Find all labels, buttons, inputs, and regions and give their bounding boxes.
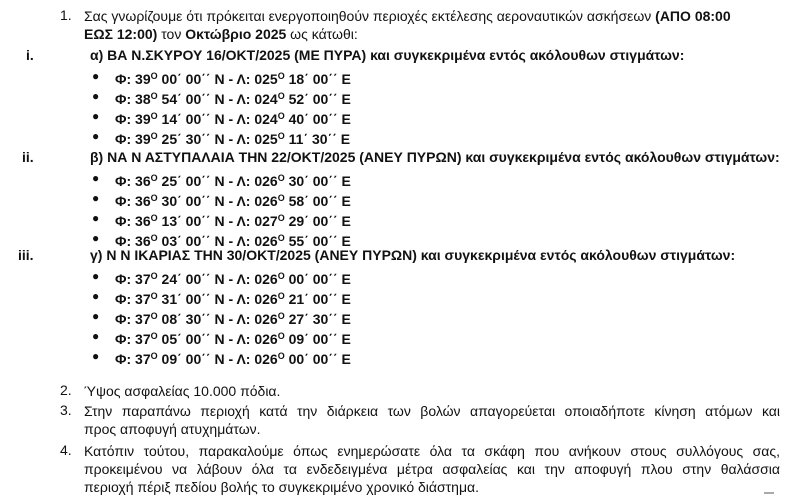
coordinate-point — [115, 87, 351, 108]
degree-mark: Ο — [277, 71, 285, 81]
bullet-icon: ● — [92, 69, 100, 83]
coordinate-point — [115, 267, 351, 288]
bullet-icon: ● — [92, 309, 100, 323]
bullet-icon: ● — [92, 171, 100, 185]
item-2-number: 2. — [60, 382, 72, 398]
latitude-degrees: Φ: 36 — [115, 213, 151, 229]
degree-mark: Ο — [150, 271, 158, 281]
item-4-line-3: περιοχή πέριξ πεδίου βολής το συγκεκριμένο χρονικό διάστημα. — [84, 479, 479, 495]
latitude-degrees: Φ: 36 — [115, 173, 151, 189]
item-1-text-a: Σας γνωρίζουμε ότι πρόκειται ενεργοποιηθούν περιοχές εκτέλεσης αεροναυτικών ασκήσεων — [84, 8, 656, 24]
latitude-minutes-longitude-degrees: 05΄ 00΄΄ Ν - Λ: 026 — [157, 331, 278, 347]
degree-mark: Ο — [277, 311, 285, 321]
latitude-minutes-longitude-degrees: 31΄ 00΄΄ Ν - Λ: 026 — [157, 291, 278, 307]
item-3-line-1: Στην παραπάνω περιοχή κατά την διάρκεια των βολών απαγορεύεται οποιαδήποτε κίνηση ατόμων και — [84, 403, 780, 419]
bullet-icon: ● — [92, 89, 100, 103]
area-roman-numeral: ii. — [22, 149, 34, 165]
longitude-minutes: 30΄ 00΄΄ Ε — [284, 173, 351, 189]
item-4-number: 4. — [60, 442, 72, 458]
latitude-degrees: Φ: 39 — [115, 111, 151, 127]
item-4-line-2: προκειμένου να λάβουν όλα τα ενδεδειγμένα μέτρα ασφαλείας και την αποφυγή πλου στην θαλάσσια — [84, 461, 780, 477]
area-roman-numeral: iii. — [18, 247, 34, 263]
bullet-icon: ● — [92, 231, 100, 245]
longitude-minutes: 58΄ 00΄΄ Ε — [284, 193, 351, 209]
degree-mark: Ο — [150, 291, 158, 301]
degree-mark: Ο — [277, 351, 285, 361]
item-3-line-2: προς αποφυγή ατυχημάτων. — [84, 421, 261, 437]
degree-mark: Ο — [277, 271, 285, 281]
latitude-degrees: Φ: 38 — [115, 91, 151, 107]
coordinate-point — [115, 67, 351, 88]
degree-mark: Ο — [150, 351, 158, 361]
latitude-minutes-longitude-degrees: 30΄ 00΄΄ Ν - Λ: 026 — [157, 193, 278, 209]
latitude-minutes-longitude-degrees: 25΄ 00΄΄ Ν - Λ: 026 — [157, 173, 278, 189]
latitude-degrees: Φ: 37 — [115, 291, 151, 307]
longitude-minutes: 18΄ 00΄΄ Ε — [284, 71, 351, 87]
coordinate-point — [115, 107, 351, 128]
coordinate-point — [115, 327, 351, 348]
degree-mark: Ο — [277, 91, 285, 101]
item-1-line-1 — [84, 7, 731, 25]
item-1-number: 1. — [60, 7, 72, 23]
longitude-minutes: 21΄ 00΄΄ Ε — [284, 291, 351, 307]
coordinate-point — [115, 347, 351, 368]
item-4-line-1: Κατόπιν τούτου, παρακαλούμε όπως ενημερώσατε όλα τα σκάφη που ανήκουν στους συλλόγους σας, — [84, 443, 780, 459]
area-title: γ) Ν Ν ΙΚΑΡΙΑΣ ΤΗΝ 30/ΟΚΤ/2025 (ΑΝΕΥ ΠΥΡΩΝ) και συγκεκριμένα εντός ακόλουθων στιγμάτων: — [90, 247, 736, 263]
degree-mark: Ο — [150, 91, 158, 101]
longitude-minutes: 27΄ 30΄΄ Ε — [284, 311, 351, 327]
latitude-degrees: Φ: 37 — [115, 351, 151, 367]
longitude-minutes: 11΄ 30΄΄ Ε — [284, 131, 351, 147]
bullet-icon: ● — [92, 211, 100, 225]
item-1-month: Οκτώβριο 2025 — [185, 26, 287, 42]
item-1-time-start: (ΑΠΟ 08:00 — [655, 8, 731, 24]
coordinate-point — [115, 287, 351, 308]
longitude-minutes: 29΄ 00΄΄ Ε — [284, 213, 351, 229]
degree-mark: Ο — [277, 111, 285, 121]
bullet-icon: ● — [92, 289, 100, 303]
area-title: β) ΝΑ Ν ΑΣΤΥΠΑΛΑΙΑ ΤΗΝ 22/ΟΚΤ/2025 (ΑΝΕΥ ΠΥΡΩΝ) και συγκεκριμένα εντός ακόλουθων στιγμάτων: — [90, 149, 780, 165]
bullet-icon: ● — [92, 129, 100, 143]
longitude-minutes: 00΄ 00΄΄ Ε — [284, 351, 351, 367]
longitude-minutes: 00΄ 00΄΄ Ε — [284, 271, 351, 287]
latitude-minutes-longitude-degrees: 25΄ 30΄΄ Ν - Λ: 025 — [157, 131, 278, 147]
latitude-degrees: Φ: 37 — [115, 271, 151, 287]
latitude-degrees: Φ: 36 — [115, 193, 151, 209]
latitude-minutes-longitude-degrees: 24΄ 00΄΄ Ν - Λ: 026 — [157, 271, 278, 287]
degree-mark: Ο — [277, 213, 285, 223]
longitude-minutes: 55΄ 00΄΄ Ε — [284, 233, 351, 249]
degree-mark: Ο — [277, 291, 285, 301]
longitude-minutes: 09΄ 00΄΄ Ε — [284, 331, 351, 347]
degree-mark: Ο — [150, 71, 158, 81]
degree-mark: Ο — [150, 233, 158, 243]
coordinate-point — [115, 307, 351, 328]
degree-mark: Ο — [277, 331, 285, 341]
bullet-icon: ● — [92, 349, 100, 363]
longitude-minutes: 52΄ 00΄΄ Ε — [284, 91, 351, 107]
longitude-minutes: 40΄ 00΄΄ Ε — [284, 111, 351, 127]
item-2-text: Ύψος ασφαλείας 10.000 πόδια. — [84, 383, 281, 399]
latitude-minutes-longitude-degrees: 54΄ 00΄΄ Ν - Λ: 024 — [157, 91, 278, 107]
latitude-degrees: Φ: 37 — [115, 331, 151, 347]
degree-mark: Ο — [150, 131, 158, 141]
degree-mark: Ο — [150, 331, 158, 341]
degree-mark: Ο — [150, 111, 158, 121]
latitude-degrees: Φ: 36 — [115, 233, 151, 249]
item-1-line-2 — [84, 25, 358, 43]
degree-mark: Ο — [150, 213, 158, 223]
latitude-degrees: Φ: 39 — [115, 131, 151, 147]
coordinate-point — [115, 189, 351, 210]
coordinate-point — [115, 127, 350, 148]
coordinate-point — [115, 209, 351, 230]
latitude-minutes-longitude-degrees: 00΄ 00΄΄ Ν - Λ: 025 — [157, 71, 278, 87]
latitude-degrees: Φ: 39 — [115, 71, 151, 87]
degree-mark: Ο — [277, 233, 285, 243]
bullet-icon: ● — [92, 329, 100, 343]
page-edge-mark — [764, 492, 774, 498]
area-roman-numeral: i. — [26, 47, 34, 63]
degree-mark: Ο — [277, 131, 285, 141]
latitude-minutes-longitude-degrees: 08΄ 30΄΄ Ν - Λ: 026 — [157, 311, 278, 327]
item-3-number: 3. — [60, 402, 72, 418]
degree-mark: Ο — [150, 173, 158, 183]
degree-mark: Ο — [150, 193, 158, 203]
latitude-degrees: Φ: 37 — [115, 311, 151, 327]
item-1-text-c: ως κάτωθι: — [286, 26, 358, 42]
bullet-icon: ● — [92, 269, 100, 283]
item-1-time-end: ΕΩΣ 12:00) — [84, 26, 158, 42]
degree-mark: Ο — [277, 193, 285, 203]
item-1-text-b: τον — [157, 26, 186, 42]
latitude-minutes-longitude-degrees: 13΄ 00΄΄ Ν - Λ: 027 — [157, 213, 278, 229]
latitude-minutes-longitude-degrees: 03΄ 00΄΄ Ν - Λ: 026 — [157, 233, 278, 249]
coordinate-point — [115, 169, 351, 190]
degree-mark: Ο — [150, 311, 158, 321]
area-title: α) ΒΑ Ν.ΣΚΥΡΟΥ 16/ΟΚΤ/2025 (ΜΕ ΠΥΡΑ) και συγκεκριμένα εντός ακόλουθων στιγμάτων: — [90, 47, 685, 63]
bullet-icon: ● — [92, 109, 100, 123]
latitude-minutes-longitude-degrees: 14΄ 00΄΄ Ν - Λ: 024 — [157, 111, 278, 127]
bullet-icon: ● — [92, 191, 100, 205]
latitude-minutes-longitude-degrees: 09΄ 00΄΄ Ν - Λ: 026 — [157, 351, 278, 367]
degree-mark: Ο — [277, 173, 285, 183]
